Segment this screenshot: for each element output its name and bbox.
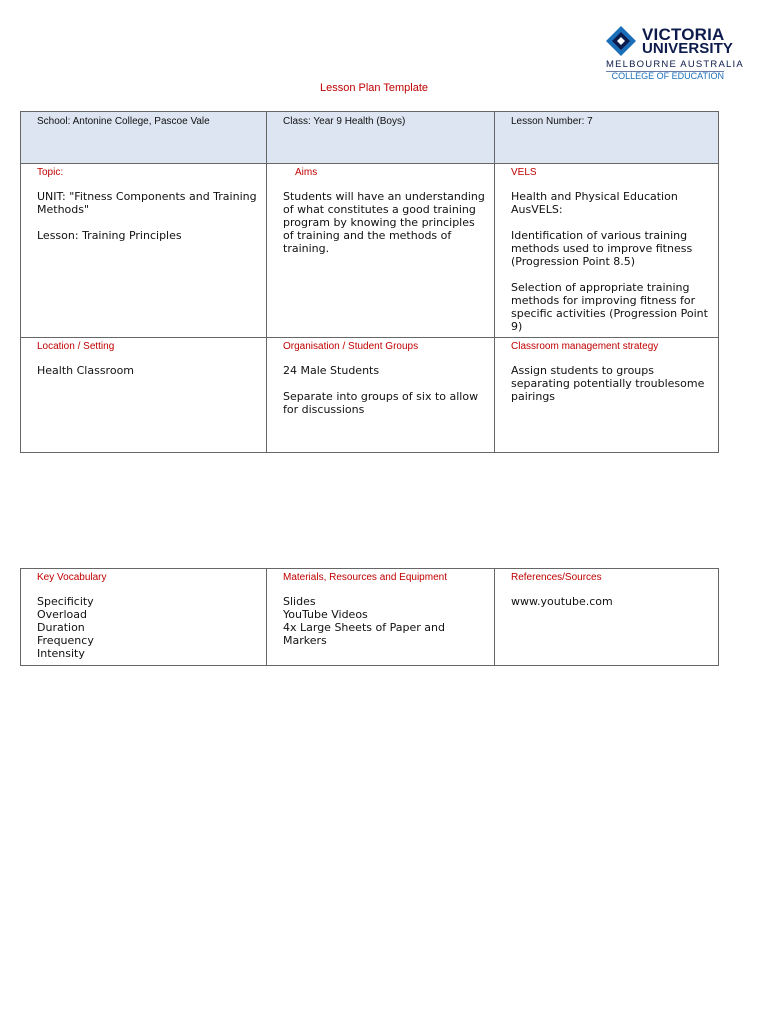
vels-cell xyxy=(495,164,719,338)
management-cell xyxy=(495,338,719,453)
resources-table xyxy=(20,568,719,666)
vels-heading: Health and Physical Education AusVELS: xyxy=(511,190,678,216)
references-label: References/Sources xyxy=(511,572,602,583)
topic-label: Topic: xyxy=(37,167,64,178)
logo-wordmark-line2: UNIVERSITY xyxy=(642,40,734,57)
materials-item: YouTube Videos xyxy=(283,608,368,621)
location-label: Location / Setting xyxy=(37,341,115,352)
organisation-label: Organisation / Student Groups xyxy=(283,341,419,352)
vels-point-1: Identification of various training methods used to improve fitness (Progression Point 8.5) xyxy=(511,229,693,268)
diamond-logo-icon xyxy=(606,26,636,56)
organisation-text-1: 24 Male Students xyxy=(283,364,380,377)
vocabulary-cell xyxy=(21,569,267,666)
victoria-university-logo xyxy=(604,24,744,84)
vels-label: VELS xyxy=(511,167,537,178)
aims-cell xyxy=(267,164,495,338)
class-cell: Class: Year 9 Health (Boys) xyxy=(267,112,495,164)
organisation-cell xyxy=(267,338,495,453)
vocabulary-item: Frequency xyxy=(37,634,94,647)
aims-label: Aims xyxy=(295,167,318,178)
vocabulary-item: Duration xyxy=(37,621,85,634)
management-text: Assign students to groups separating potentially troublesome pairings xyxy=(511,364,705,403)
lesson-number-cell: Lesson Number: 7 xyxy=(495,112,719,164)
logo-subtitle: MELBOURNE AUSTRALIA xyxy=(606,59,744,70)
document-title: Lesson Plan Template xyxy=(319,82,429,94)
resources-row xyxy=(21,569,719,666)
materials-cell xyxy=(267,569,495,666)
topic-cell xyxy=(21,164,267,338)
materials-item: 4x Large Sheets of Paper and Markers xyxy=(283,621,445,647)
location-cell xyxy=(21,338,267,453)
references-cell xyxy=(495,569,719,666)
vocabulary-item: Intensity xyxy=(37,647,85,660)
materials-label: Materials, Resources and Equipment xyxy=(283,572,447,583)
references-text: www.youtube.com xyxy=(511,595,613,608)
vels-point-2: Selection of appropriate training methods for improving fitness for specific activities (Progression Point 9) xyxy=(511,281,708,333)
topic-lesson: Lesson: Training Principles xyxy=(37,229,182,242)
vocabulary-item: Overload xyxy=(37,608,87,621)
location-text: Health Classroom xyxy=(37,364,135,377)
vocabulary-item: Specificity xyxy=(37,595,94,608)
lesson-plan-table xyxy=(20,111,719,453)
topic-row xyxy=(21,164,719,338)
location-row xyxy=(21,338,719,453)
aims-text: Students will have an understanding of what constitutes a good training program by knowing the principles of training and the methods of training. xyxy=(283,190,485,255)
school-cell: School: Antonine College, Pascoe Vale xyxy=(21,112,267,164)
topic-unit: UNIT: "Fitness Components and Training Methods" xyxy=(37,190,257,216)
organisation-text-2: Separate into groups of six to allow for discussions xyxy=(283,390,479,416)
logo-wordmark-line1: VICTORIA xyxy=(642,25,725,44)
logo-college: COLLEGE OF EDUCATION xyxy=(611,71,724,81)
vocabulary-label: Key Vocabulary xyxy=(37,572,107,583)
management-label: Classroom management strategy xyxy=(511,341,659,352)
materials-item: Slides xyxy=(283,595,316,608)
header-row xyxy=(21,112,719,164)
